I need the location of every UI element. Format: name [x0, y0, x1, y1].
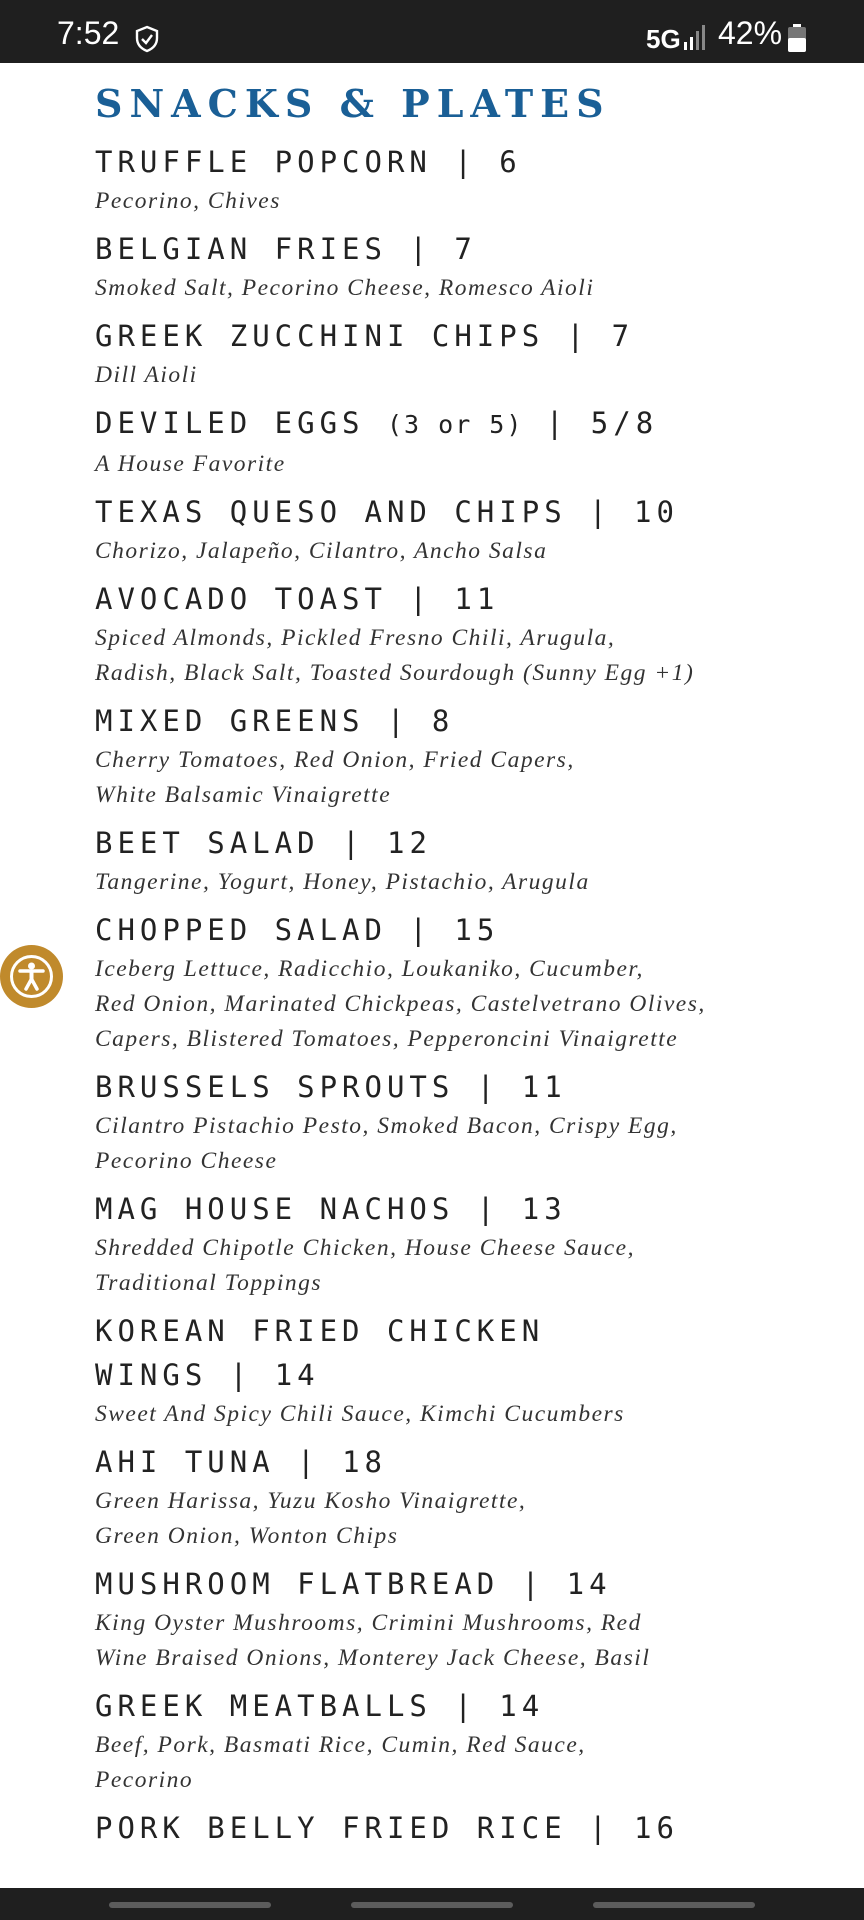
menu-item-description: Pecorino, Chives [95, 188, 281, 214]
menu-item-name: GREEK MEATBALLS [95, 1689, 432, 1723]
menu-item-name: MIXED GREENS [95, 704, 365, 738]
menu-item-name: CHOPPED SALAD [95, 913, 387, 947]
status-bar [0, 0, 864, 63]
menu-item [95, 1440, 855, 1554]
menu-item-description: A House Favorite [95, 451, 286, 477]
menu-item-name: AVOCADO TOAST [95, 582, 387, 616]
menu-item [95, 314, 855, 393]
nav-home-handle[interactable] [351, 1902, 513, 1908]
menu-item-title: MIXED GREENS | 8 [95, 704, 455, 738]
menu-item-description: King Oyster Mushrooms, Crimini Mushrooms, Red Wine Braised Onions, Monterey Jack Cheese, Basil [95, 1610, 651, 1671]
menu-item-description: Cilantro Pistachio Pesto, Smoked Bacon, Crispy Egg, Pecorino Cheese [95, 1113, 678, 1174]
menu-item-title: DEVILED EGGS (3 or 5) | 5/8 [95, 406, 659, 440]
menu-item-title: GREEK ZUCCHINI CHIPS | 7 [95, 319, 635, 353]
menu-item-title: TEXAS QUESO AND CHIPS | 10 [95, 495, 679, 529]
menu-item [95, 908, 855, 1057]
menu-item-description: Shredded Chipotle Chicken, House Cheese Sauce, Traditional Toppings [95, 1235, 635, 1296]
menu-item-name: TEXAS QUESO AND CHIPS [95, 495, 567, 529]
menu-item [95, 140, 855, 219]
menu-item [95, 1065, 855, 1179]
menu-item-price: 11 [454, 582, 500, 616]
menu-item-description: Smoked Salt, Pecorino Cheese, Romesco Aioli [95, 275, 595, 301]
navigation-bar [0, 1888, 864, 1920]
signal-icon [684, 22, 708, 50]
menu-item-title: TRUFFLE POPCORN | 6 [95, 145, 522, 179]
status-time: 7:52 [57, 15, 120, 51]
menu-item-description: Green Harissa, Yuzu Kosho Vinaigrette, Green Onion, Wonton Chips [95, 1488, 527, 1549]
menu-item-title: CHOPPED SALAD | 15 [95, 913, 500, 947]
menu-item-price: 14 [566, 1567, 612, 1601]
menu-item-name: AHI TUNA [95, 1445, 275, 1479]
menu-item-price: 6 [499, 145, 522, 179]
menu-item-title: MUSHROOM FLATBREAD | 14 [95, 1567, 612, 1601]
shield-check-icon [134, 25, 160, 53]
menu-item-price: 10 [634, 495, 679, 529]
menu-item-price: 14 [499, 1689, 545, 1723]
menu-item [95, 490, 855, 569]
menu-item-title: KOREAN FRIED CHICKEN WINGS | 14 [95, 1314, 545, 1392]
menu-item-description: Sweet And Spicy Chili Sauce, Kimchi Cucumbers [95, 1401, 625, 1427]
nav-back-handle[interactable] [109, 1902, 271, 1908]
menu-item-price: 14 [274, 1358, 320, 1392]
menu-item [95, 1806, 855, 1850]
menu-item-price: 18 [342, 1445, 387, 1479]
menu-item-name: BELGIAN FRIES [95, 232, 387, 266]
menu-item-description: Cherry Tomatoes, Red Onion, Fried Capers, White Balsamic Vinaigrette [95, 747, 575, 808]
menu-item-title: BEET SALAD | 12 [95, 826, 432, 860]
menu-item-name: MAG HOUSE NACHOS [95, 1192, 455, 1226]
menu-item [95, 1684, 855, 1798]
menu-item-price: 7 [611, 319, 635, 353]
menu-item-name: DEVILED EGGS [95, 406, 365, 440]
menu-item-description: Tangerine, Yogurt, Honey, Pistachio, Arugula [95, 869, 590, 895]
menu-item-price: 7 [454, 232, 477, 266]
battery-percent: 42% [718, 15, 783, 51]
menu-item [95, 227, 855, 306]
menu-item-title: AHI TUNA | 18 [95, 1445, 387, 1479]
network-type: 5G [646, 24, 681, 54]
battery-icon [788, 24, 806, 52]
menu-item [95, 1309, 855, 1432]
menu-item-title: BRUSSELS SPROUTS | 11 [95, 1070, 567, 1104]
menu-item [95, 1562, 855, 1676]
menu-item-title: PORK BELLY FRIED RICE | 16 [95, 1811, 679, 1845]
menu-item-description: Dill Aioli [95, 362, 198, 388]
menu-item [95, 821, 855, 900]
menu-item-note: (3 or 5) [386, 410, 524, 439]
section-heading: SNACKS & PLATES [95, 81, 611, 126]
menu-item-name: BRUSSELS SPROUTS [95, 1070, 455, 1104]
menu-item [95, 401, 855, 482]
menu-item-title: AVOCADO TOAST | 11 [95, 582, 500, 616]
menu-item-price: 12 [387, 826, 432, 860]
menu-item-name: PORK BELLY FRIED RICE [95, 1811, 567, 1845]
menu-content [95, 63, 855, 1858]
menu-item-price: 16 [634, 1811, 679, 1845]
menu-item-price: 13 [521, 1192, 567, 1226]
menu-item-description: Beef, Pork, Basmati Rice, Cumin, Red Sauce, Pecorino [95, 1732, 586, 1793]
menu-item-description: Iceberg Lettuce, Radicchio, Loukaniko, Cucumber, Red Onion, Marinated Chickpeas, Castelvetrano Olives, Capers, Blistered Tomatoes, Pepperoncini Vinaigrette [95, 956, 706, 1052]
menu-item [95, 699, 855, 813]
nav-recents-handle[interactable] [593, 1902, 755, 1908]
menu-item-description: Spiced Almonds, Pickled Fresno Chili, Arugula, Radish, Black Salt, Toasted Sourdough (Sunny Egg +1) [95, 625, 695, 686]
menu-item-price: 15 [454, 913, 500, 947]
menu-items [95, 140, 855, 1850]
menu-item-name: BEET SALAD [95, 826, 320, 860]
menu-item-name: KOREAN FRIED CHICKEN WINGS [95, 1314, 545, 1392]
menu-item-title: BELGIAN FRIES | 7 [95, 232, 477, 266]
menu-item-title: GREEK MEATBALLS | 14 [95, 1689, 545, 1723]
menu-item-name: TRUFFLE POPCORN [95, 145, 432, 179]
accessibility-button[interactable] [0, 945, 63, 1008]
menu-item-price: 11 [521, 1070, 567, 1104]
accessibility-person-icon [9, 954, 54, 999]
menu-item-title: MAG HOUSE NACHOS | 13 [95, 1192, 567, 1226]
menu-item [95, 577, 855, 691]
menu-item-name: MUSHROOM FLATBREAD [95, 1567, 500, 1601]
menu-item-description: Chorizo, Jalapeño, Cilantro, Ancho Salsa [95, 538, 548, 564]
menu-item-price: 5/8 [590, 406, 659, 440]
menu-item-name: GREEK ZUCCHINI CHIPS [95, 319, 545, 353]
menu-item [95, 1187, 855, 1301]
menu-item-price: 8 [431, 704, 455, 738]
